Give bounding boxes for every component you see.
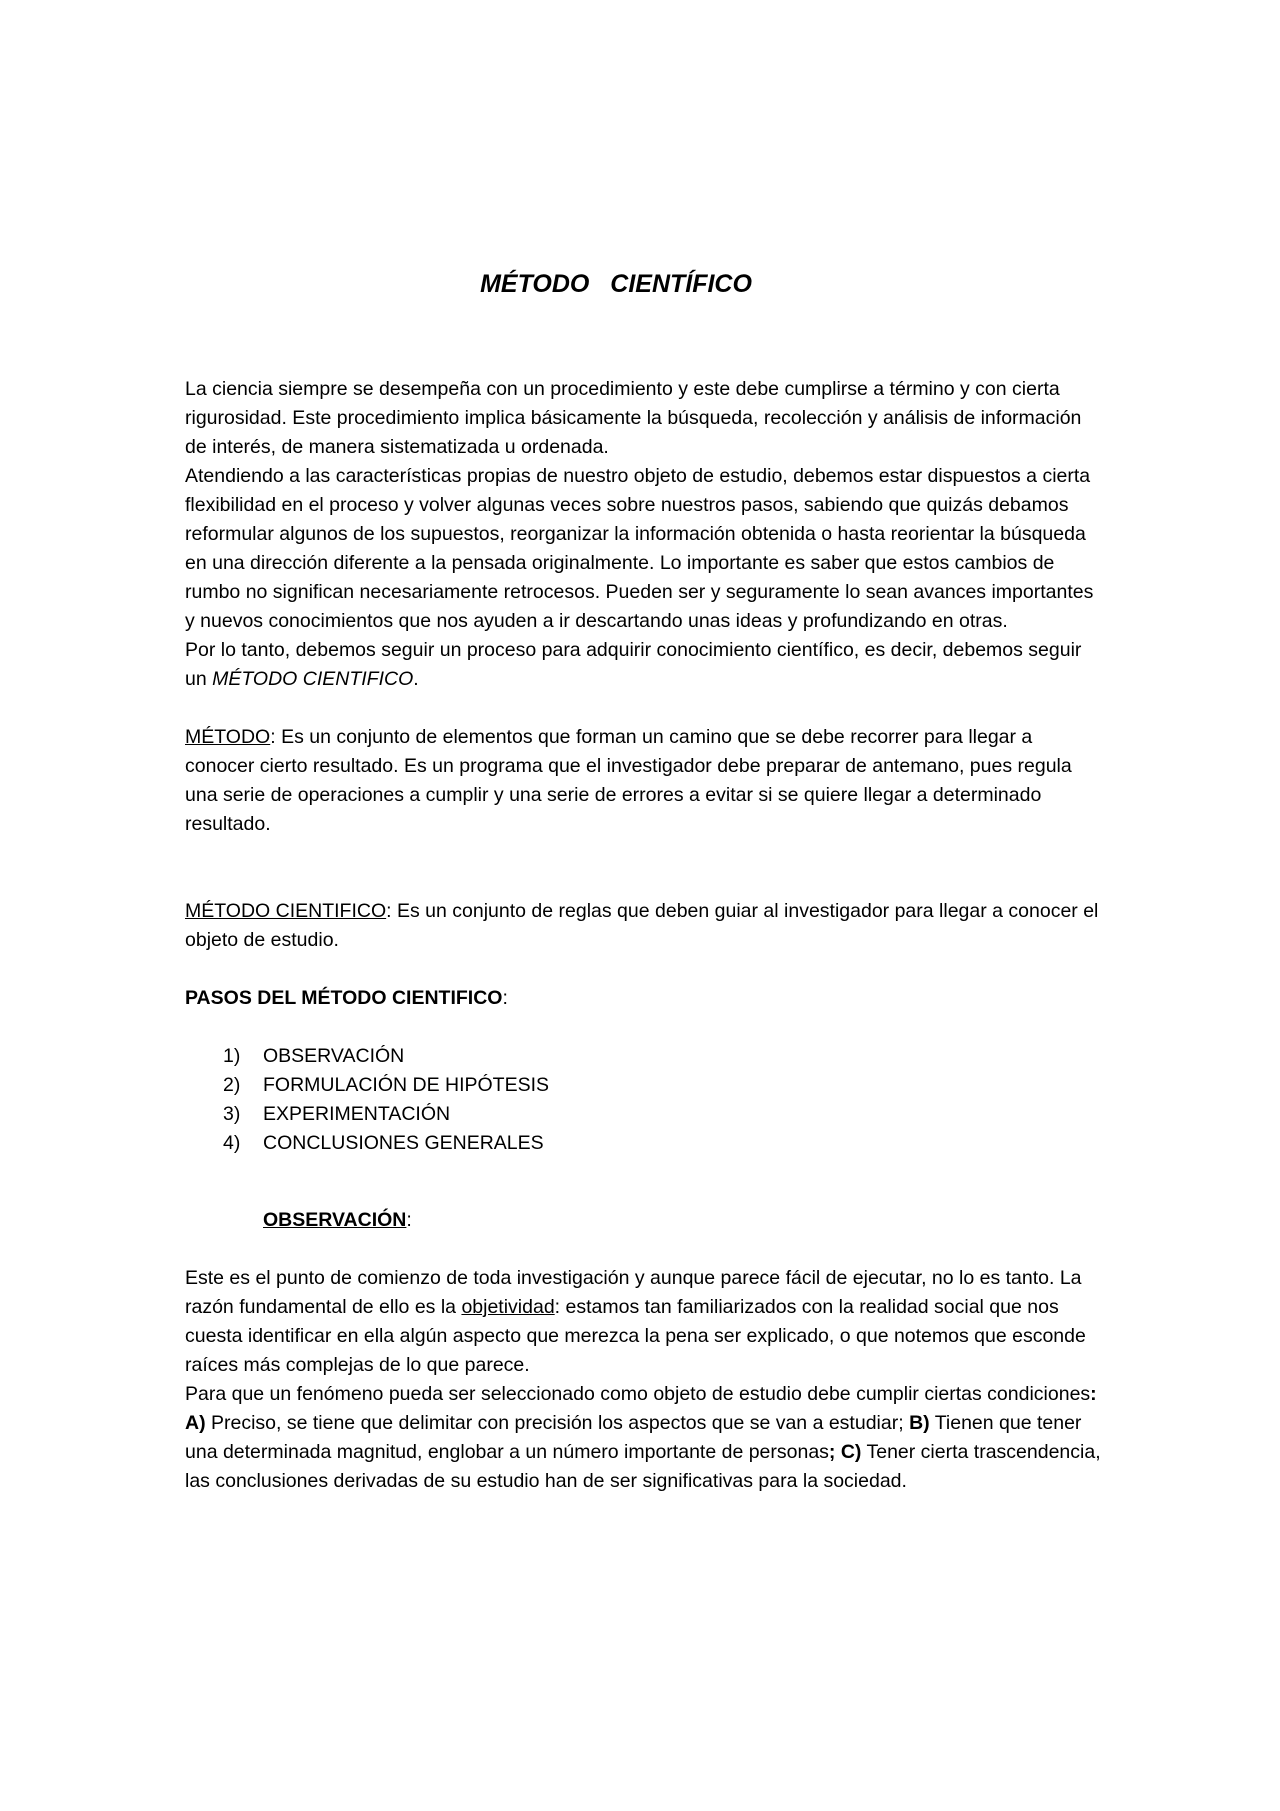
observacion-heading bbox=[185, 1206, 1105, 1235]
pasos-heading bbox=[185, 984, 1105, 1013]
intro-paragraph-1: La ciencia siempre se desempeña con un procedimiento y este debe cumplirse a término y con cierta rigurosidad. Este procedimiento implica básicamente la búsqueda, recolección y análisis de información de interés, de manera sistematizada u ordenada. bbox=[185, 378, 1082, 458]
condition-b-label: B) bbox=[909, 1412, 930, 1434]
metodo-definition-text: : Es un conjunto de elementos que forman un camino que se debe recorrer para llegar a conocer cierto resultado. Es un programa que el investigador debe preparar de antemano, pues regula una serie de operaciones a cumplir y una serie de errores a evitar si se quiere llegar a determinado resultado. bbox=[185, 726, 1072, 835]
metodo-cientifico-definition-text: : Es un conjunto de reglas que deben guiar al investigador para llegar a conocer el objeto de estudio. bbox=[185, 900, 1099, 951]
list-item-label: OBSERVACIÓN bbox=[263, 1045, 405, 1067]
document-body bbox=[185, 375, 1105, 1496]
list-item-number: 1) bbox=[223, 1045, 241, 1067]
metodo-cientifico-definition bbox=[185, 897, 1105, 955]
page-title: MÉTODO CIENTÍFICO bbox=[480, 270, 752, 298]
list-item-label: CONCLUSIONES GENERALES bbox=[263, 1132, 544, 1154]
list-item-number: 4) bbox=[223, 1132, 241, 1154]
list-item-label: EXPERIMENTACIÓN bbox=[263, 1103, 451, 1125]
observacion-paragraph-2 bbox=[185, 1380, 1105, 1496]
intro-paragraph-3 bbox=[185, 636, 1105, 694]
list-item bbox=[223, 1129, 1105, 1158]
observacion-paragraph-1 bbox=[185, 1264, 1105, 1380]
list-item bbox=[223, 1071, 1105, 1100]
metodo-cientifico-term: MÉTODO CIENTIFICO bbox=[185, 900, 387, 922]
observacion-heading-text: OBSERVACIÓN bbox=[263, 1209, 407, 1231]
intro-p3-end: . bbox=[413, 668, 419, 690]
metodo-definition bbox=[185, 723, 1105, 839]
observacion-p1-end: : estamos tan familiarizados con la realidad social que nos cuesta identificar en ella algún aspecto que merezca la pena ser explicado, o que notemos que esconde raíces más complejas de lo que parece. bbox=[185, 1296, 1086, 1376]
list-item bbox=[223, 1100, 1105, 1129]
list-item-number: 3) bbox=[223, 1103, 241, 1125]
condition-a-text: Preciso, se tiene que delimitar con precisión los aspectos que se van a estudiar; bbox=[205, 1412, 904, 1434]
condition-b-text: Tienen que tener una determinada magnitud, englobar a un número importante de personas bbox=[185, 1412, 1082, 1463]
metodo-term: MÉTODO bbox=[185, 726, 271, 748]
pasos-heading-text: PASOS DEL MÉTODO CIENTIFICO bbox=[185, 987, 503, 1009]
list-item-label: FORMULACIÓN DE HIPÓTESIS bbox=[263, 1074, 550, 1096]
list-item-number: 2) bbox=[223, 1074, 241, 1096]
intro-paragraph-2: Atendiendo a las características propias de nuestro objeto de estudio, debemos estar dispuestos a cierta flexibilidad en el proceso y volver algunas veces sobre nuestros pasos, sabiendo que quizás debamos reformular algunos de los supuestos, reorganizar la información obtenida o hasta reorientar la búsqueda en una dirección diferente a la pensada originalmente. Lo importante es saber que estos cambios de rumbo no significan necesariamente retrocesos. Pueden ser y seguramente lo sean avances importantes y nuevos conocimientos que nos ayuden a ir descartando unas ideas y profundizando en otras. bbox=[185, 465, 1094, 632]
condition-c-text: Tener cierta trascendencia, las conclusiones derivadas de su estudio han de ser significativas para la sociedad. bbox=[185, 1441, 1101, 1492]
intro-p3-emphasis: MÉTODO CIENTIFICO bbox=[212, 668, 414, 690]
pasos-heading-colon: : bbox=[502, 987, 508, 1009]
observacion-p1-start: Este es el punto de comienzo de toda investigación y aunque parece fácil de ejecutar, no lo es tanto. La razón fundamental de ello es la bbox=[185, 1267, 1082, 1318]
list-item bbox=[223, 1042, 1105, 1071]
condition-c-label: ; C) bbox=[828, 1441, 862, 1463]
observacion-p2-start: Para que un fenómeno pueda ser seleccionado como objeto de estudio debe cumplir ciertas condiciones bbox=[185, 1383, 1091, 1405]
observacion-heading-colon: : bbox=[406, 1209, 412, 1231]
intro-p3-start: Por lo tanto, debemos seguir un proceso para adquirir conocimiento científico, es decir, debemos seguir un bbox=[185, 639, 1082, 690]
pasos-list bbox=[185, 1042, 1105, 1158]
condition-a-label: : A) bbox=[185, 1383, 1097, 1434]
objetividad-term: objetividad bbox=[461, 1296, 555, 1318]
